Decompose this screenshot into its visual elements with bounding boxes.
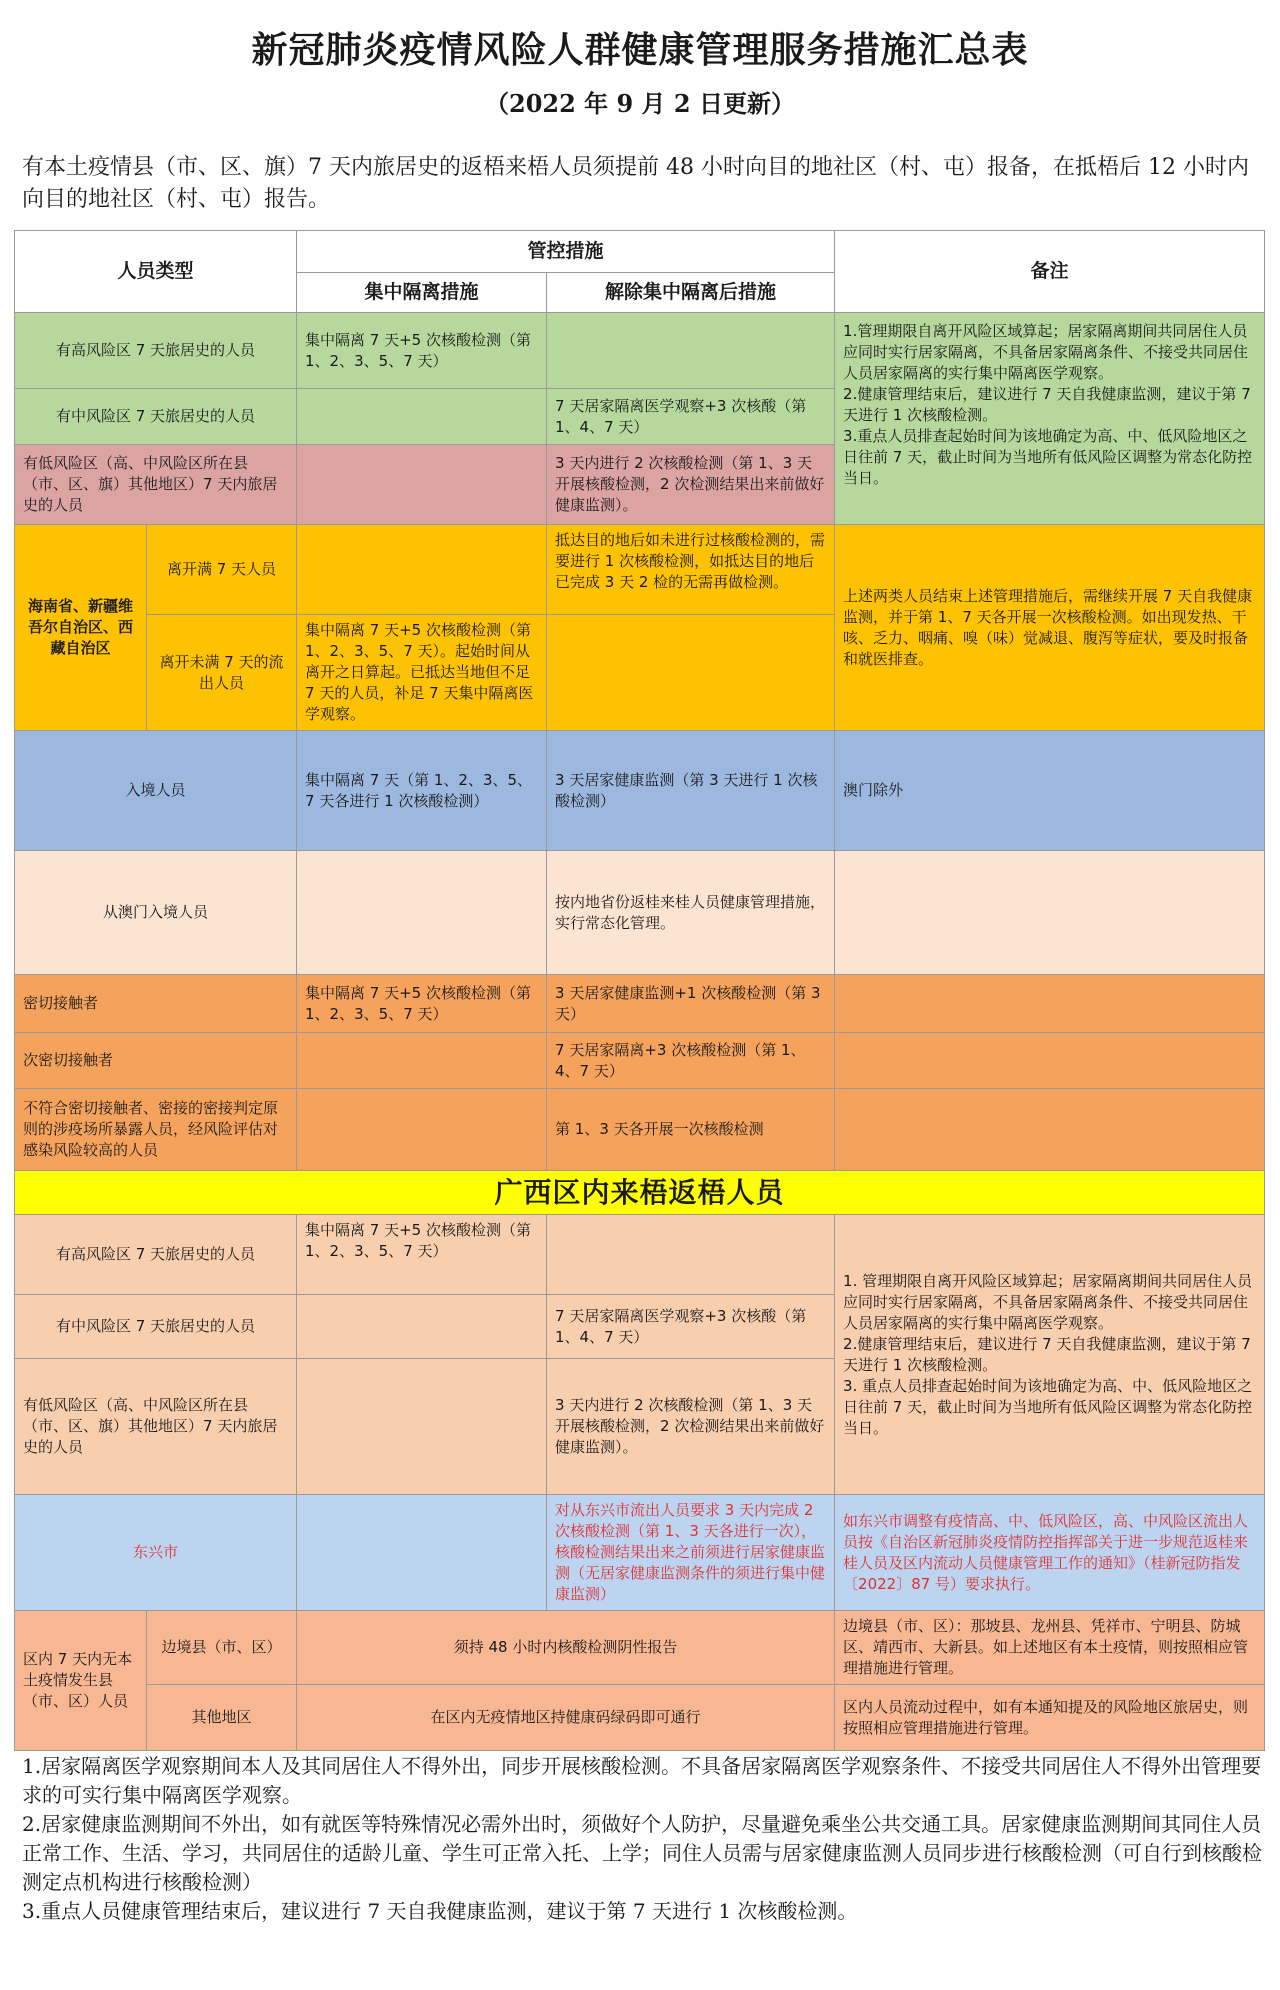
type-cell: 有低风险区（高、中风险区所在县（市、区、旗）其他地区）7 天内旅居史的人员 xyxy=(15,1359,297,1495)
footnote-item: 1.居家隔离医学观察期间本人及其同居住人不得外出，同步开展核酸检测。不具备居家隔离医学观察条件、不接受共同居住人不得外出管理要求的可实行集中隔离医学观察。 xyxy=(22,1754,1262,1807)
remark-cell xyxy=(835,975,1265,1033)
after-cell: 第 1、3 天各开展一次核酸检测 xyxy=(547,1089,835,1171)
remark-cell: 1.管理期限自离开风险区域算起；居家隔离期间共同居住人员应同时实行居家隔离，不具备居家隔离条件、不接受共同居住人员居家隔离的实行集中隔离医学观察。 2.健康管理结束后，建议进行 7 天自我健康监测，建议于第 7 天进行 1 次核酸检测。 3.重点人员排查起始时间为该地确定为高、中、低风险地区之日往前 7 天，截止时间为当地所有低风险区调整为常态化防控当日。 xyxy=(835,313,1265,525)
remark-cell xyxy=(835,1089,1265,1171)
type-cell: 不符合密切接触者、密接的密接判定原则的涉疫场所暴露人员，经风险评估对感染风险较高的人员 xyxy=(15,1089,297,1171)
table-row xyxy=(15,1685,1265,1751)
after-cell: 7 天居家隔离+3 次核酸检测（第 1、4、7 天） xyxy=(547,1033,835,1089)
section-title: 广西区内来梧返梧人员 xyxy=(15,1171,1265,1215)
type-cell: 有高风险区 7 天旅居史的人员 xyxy=(15,313,297,389)
type-cell: 有低风险区（高、中风险区所在县（市、区、旗）其他地区）7 天内旅居史的人员 xyxy=(15,445,297,525)
table-row xyxy=(15,975,1265,1033)
central-cell xyxy=(297,389,547,445)
page-title: 新冠肺炎疫情风险人群健康管理服务措施汇总表 xyxy=(251,29,1029,71)
table-row xyxy=(15,731,1265,851)
type-cell: 从澳门入境人员 xyxy=(15,851,297,975)
type-cell: 密切接触者 xyxy=(15,975,297,1033)
central-cell: 集中隔离 7 天+5 次核酸检测（第 1、2、3、5、7 天） xyxy=(297,975,547,1033)
table-row xyxy=(15,313,1265,389)
type-cell: 边境县（市、区） xyxy=(147,1611,297,1685)
after-cell: 7 天居家隔离医学观察+3 次核酸（第 1、4、7 天） xyxy=(547,1295,835,1359)
table-row xyxy=(15,1089,1265,1171)
type-cell: 离开未满 7 天的流出人员 xyxy=(147,615,297,731)
header-control: 管控措施 xyxy=(297,231,835,273)
remark-cell: 1. 管理期限自离开风险区域算起；居家隔离期间共同居住人员应同时实行居家隔离，不具备居家隔离条件、不接受共同居住人员居家隔离的实行集中隔离医学观察。 2.健康管理结束后，建议进行 7 天自我健康监测，建议于第 7 天进行 1 次核酸检测。 3. 重点人员排查起始时间为该地确定为高、中、低风险地区之日往前 7 天，截止时间为当地所有低风险区调整为常态化防控当日。 xyxy=(835,1215,1265,1495)
remark-cell xyxy=(835,851,1265,975)
central-cell xyxy=(297,525,547,615)
after-cell: 按内地省份返桂来桂人员健康管理措施，实行常态化管理。 xyxy=(547,851,835,975)
after-cell xyxy=(547,313,835,389)
type-cell: 有中风险区 7 天旅居史的人员 xyxy=(15,1295,297,1359)
after-cell: 抵达目的地后如未进行过核酸检测的，需要进行 1 次核酸检测，如抵达目的地后已完成 3 天 2 检的无需再做检测。 xyxy=(547,525,835,615)
remark-cell: 边境县（市、区）：那坡县、龙州县、凭祥市、宁明县、防城区、靖西市、大新县。如上述地区有本土疫情，则按照相应管理措施进行管理。 xyxy=(835,1611,1265,1685)
after-cell xyxy=(547,1215,835,1295)
region-label: 海南省、新疆维吾尔自治区、西藏自治区 xyxy=(15,525,147,731)
table-row xyxy=(15,851,1265,975)
measures-table xyxy=(14,230,1265,1751)
central-cell xyxy=(297,1295,547,1359)
footnote-item: 3.重点人员健康管理结束后，建议进行 7 天自我健康监测，建议于第 7 天进行 1 次核酸检测。 xyxy=(22,1899,858,1923)
header-central: 集中隔离措施 xyxy=(297,273,547,313)
central-cell xyxy=(297,1495,547,1611)
central-cell xyxy=(297,1089,547,1171)
footnotes xyxy=(22,1752,1262,1926)
central-cell: 集中隔离 7 天+5 次核酸检测（第 1、2、3、5、7 天）。起始时间从离开之日算起。已抵达当地但不足 7 天的人员，补足 7 天集中隔离医学观察。 xyxy=(297,615,547,731)
type-cell: 离开满 7 天人员 xyxy=(147,525,297,615)
remark-cell: 区内人员流动过程中，如有本通知提及的风险地区旅居史，则按照相应管理措施进行管理。 xyxy=(835,1685,1265,1751)
intro-text: 有本土疫情县（市、区、旗）7 天内旅居史的返梧来梧人员须提前 48 小时向目的地社区（村、屯）报备，在抵梧后 12 小时内向目的地社区（村、屯）报告。 xyxy=(22,155,1249,212)
central-cell xyxy=(297,851,547,975)
remark-cell xyxy=(835,1033,1265,1089)
central-cell xyxy=(297,1359,547,1495)
central-cell: 集中隔离 7 天（第 1、2、3、5、7 天各进行 1 次核酸检测） xyxy=(297,731,547,851)
central-cell: 集中隔离 7 天+5 次核酸检测（第 1、2、3、5、7 天） xyxy=(297,313,547,389)
table-row xyxy=(15,1033,1265,1089)
header-after: 解除集中隔离后措施 xyxy=(547,273,835,313)
after-cell: 3 天居家健康监测（第 3 天进行 1 次核酸检测） xyxy=(547,731,835,851)
remark-cell: 上述两类人员结束上述管理措施后，需继续开展 7 天自我健康监测，并于第 1、7 天各开展一次核酸检测。如出现发热、干咳、乏力、咽痛、嗅（味）觉减退、腹泻等症状，要及时报备和就医排查。 xyxy=(835,525,1265,731)
table-row xyxy=(15,1215,1265,1295)
measure-cell: 须持 48 小时内核酸检测阴性报告 xyxy=(297,1611,835,1685)
header-person-type: 人员类型 xyxy=(15,231,297,313)
region-label: 区内 7 天内无本土疫情发生县（市、区）人员 xyxy=(15,1611,147,1751)
table-row xyxy=(15,525,1265,615)
table-row xyxy=(15,1495,1265,1611)
footnote-item: 2.居家健康监测期间不外出，如有就医等特殊情况必需外出时，须做好个人防护，尽量避免乘坐公共交通工具。居家健康监测期间其同住人员正常工作、生活、学习，共同居住的适龄儿童、学生可正常入托、上学；同住人员需与居家健康监测人员同步进行核酸检测（可自行到核酸检测定点机构进行核酸检测） xyxy=(22,1812,1262,1894)
central-cell xyxy=(297,445,547,525)
remark-cell: 如东兴市调整有疫情高、中、低风险区，高、中风险区流出人员按《自治区新冠肺炎疫情防控指挥部关于进一步规范返桂来桂人员及区内流动人员健康管理工作的通知》（桂新冠防指发〔2022〕87 号）要求执行。 xyxy=(835,1495,1265,1611)
after-cell: 3 天内进行 2 次核酸检测（第 1、3 天开展核酸检测，2 次检测结果出来前做好健康监测）。 xyxy=(547,445,835,525)
type-cell: 有中风险区 7 天旅居史的人员 xyxy=(15,389,297,445)
header-remarks: 备注 xyxy=(835,231,1265,313)
update-date: （2022 年 9 月 2 日更新） xyxy=(485,89,795,118)
type-cell: 有高风险区 7 天旅居史的人员 xyxy=(15,1215,297,1295)
after-cell: 3 天内进行 2 次核酸检测（第 1、3 天开展核酸检测，2 次检测结果出来前做好健康监测）。 xyxy=(547,1359,835,1495)
after-cell xyxy=(547,615,835,731)
after-cell: 3 天居家健康监测+1 次核酸检测（第 3 天） xyxy=(547,975,835,1033)
measure-cell: 在区内无疫情地区持健康码绿码即可通行 xyxy=(297,1685,835,1751)
type-cell: 入境人员 xyxy=(15,731,297,851)
central-cell: 集中隔离 7 天+5 次核酸检测（第 1、2、3、5、7 天） xyxy=(297,1215,547,1295)
table-row xyxy=(15,1611,1265,1685)
remark-cell: 澳门除外 xyxy=(835,731,1265,851)
after-cell: 对从东兴市流出人员要求 3 天内完成 2 次核酸检测（第 1、3 天各进行一次），核酸检测结果出来之前须进行居家健康监测（无居家健康监测条件的须进行集中健康监测） xyxy=(547,1495,835,1611)
type-cell: 东兴市 xyxy=(15,1495,297,1611)
type-cell: 次密切接触者 xyxy=(15,1033,297,1089)
type-cell: 其他地区 xyxy=(147,1685,297,1751)
central-cell xyxy=(297,1033,547,1089)
after-cell: 7 天居家隔离医学观察+3 次核酸（第 1、4、7 天） xyxy=(547,389,835,445)
